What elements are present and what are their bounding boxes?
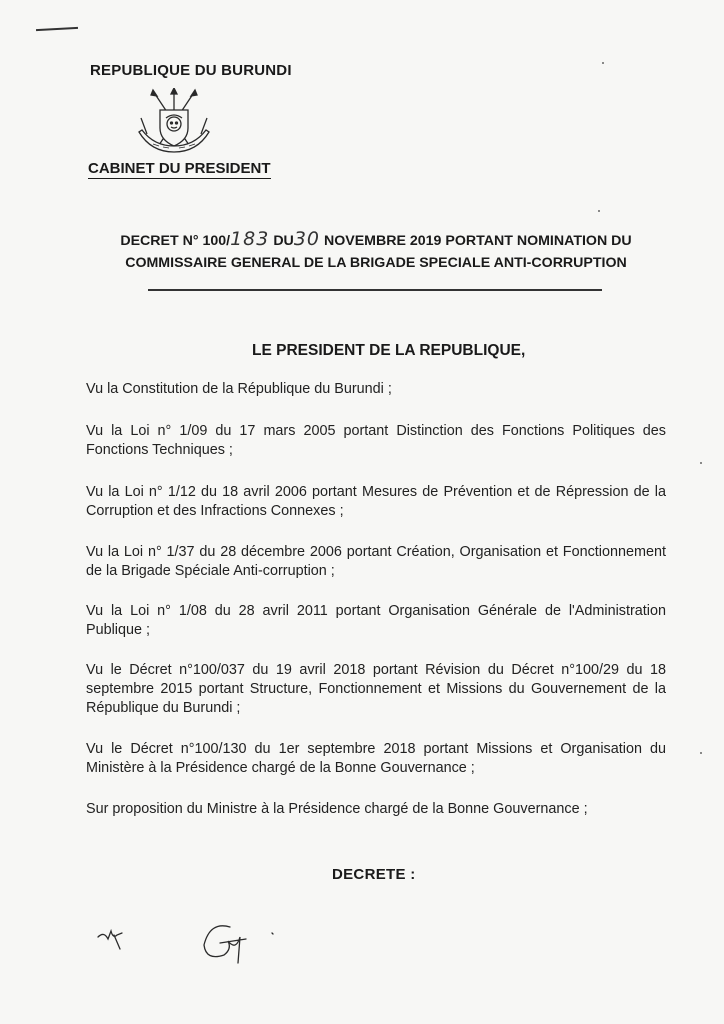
handwritten-decree-number: 183 <box>230 228 270 250</box>
consideration-item: Vu le Décret n°100/130 du 1er septembre 2018 portant Missions et Organisation du Ministère à la Présidence chargé de la Bonne Gouvernance ; <box>86 741 666 776</box>
scan-mark <box>36 27 78 31</box>
scan-dot <box>700 752 702 754</box>
president-heading: LE PRESIDENT DE LA REPUBLIQUE, <box>252 342 526 359</box>
handwritten-day: 30 <box>293 228 320 250</box>
consideration-item: Vu la Constitution de la République du Burundi ; <box>86 381 392 397</box>
office-name: CABINET DU PRESIDENT <box>88 160 271 177</box>
scan-dot <box>598 210 600 212</box>
scan-dot <box>700 462 702 464</box>
decree-title-line-1 <box>96 228 656 252</box>
scan-dot <box>602 62 604 64</box>
title-underline <box>148 289 602 291</box>
consideration-item: Vu la Loi n° 1/37 du 28 décembre 2006 portant Création, Organisation et Fonctionnement de la Brigade Spéciale Anti-corruption ; <box>86 544 666 579</box>
consideration-item: Vu la Loi n° 1/09 du 17 mars 2005 portant Distinction des Fonctions Politiques des Fonctions Techniques ; <box>86 423 666 458</box>
decree-du: DU <box>273 233 294 249</box>
decree-title-rest: NOVEMBRE 2019 PORTANT NOMINATION DU <box>323 233 632 249</box>
burundi-coat-of-arms-icon <box>133 88 215 160</box>
decree-number-prefix: DECRET N° 100/ <box>120 233 231 249</box>
consideration-item: Vu la Loi n° 1/12 du 18 avril 2006 portant Mesures de Prévention et de Répression de la Corruption et des Infractions Connexes ; <box>86 484 666 519</box>
decree-title <box>96 228 656 274</box>
consideration-item: Vu la Loi n° 1/08 du 28 avril 2011 portant Organisation Générale de l'Administration Publique ; <box>86 603 666 638</box>
consideration-item: Vu le Décret n°100/037 du 19 avril 2018 portant Révision du Décret n°100/29 du 18 septembre 2015 portant Structure, Fonctionnement et Missions du Gouvernement de la République du Burundi ; <box>86 662 666 716</box>
country-name: REPUBLIQUE DU BURUNDI <box>90 62 292 79</box>
decree-title-line-2: COMMISSAIRE GENERAL DE LA BRIGADE SPECIALE ANTI-CORRUPTION <box>125 255 627 271</box>
consideration-item: Sur proposition du Ministre à la Présidence chargé de la Bonne Gouvernance ; <box>86 801 588 817</box>
handwritten-initials-signature <box>92 915 292 975</box>
decrete-heading: DECRETE : <box>332 866 416 883</box>
